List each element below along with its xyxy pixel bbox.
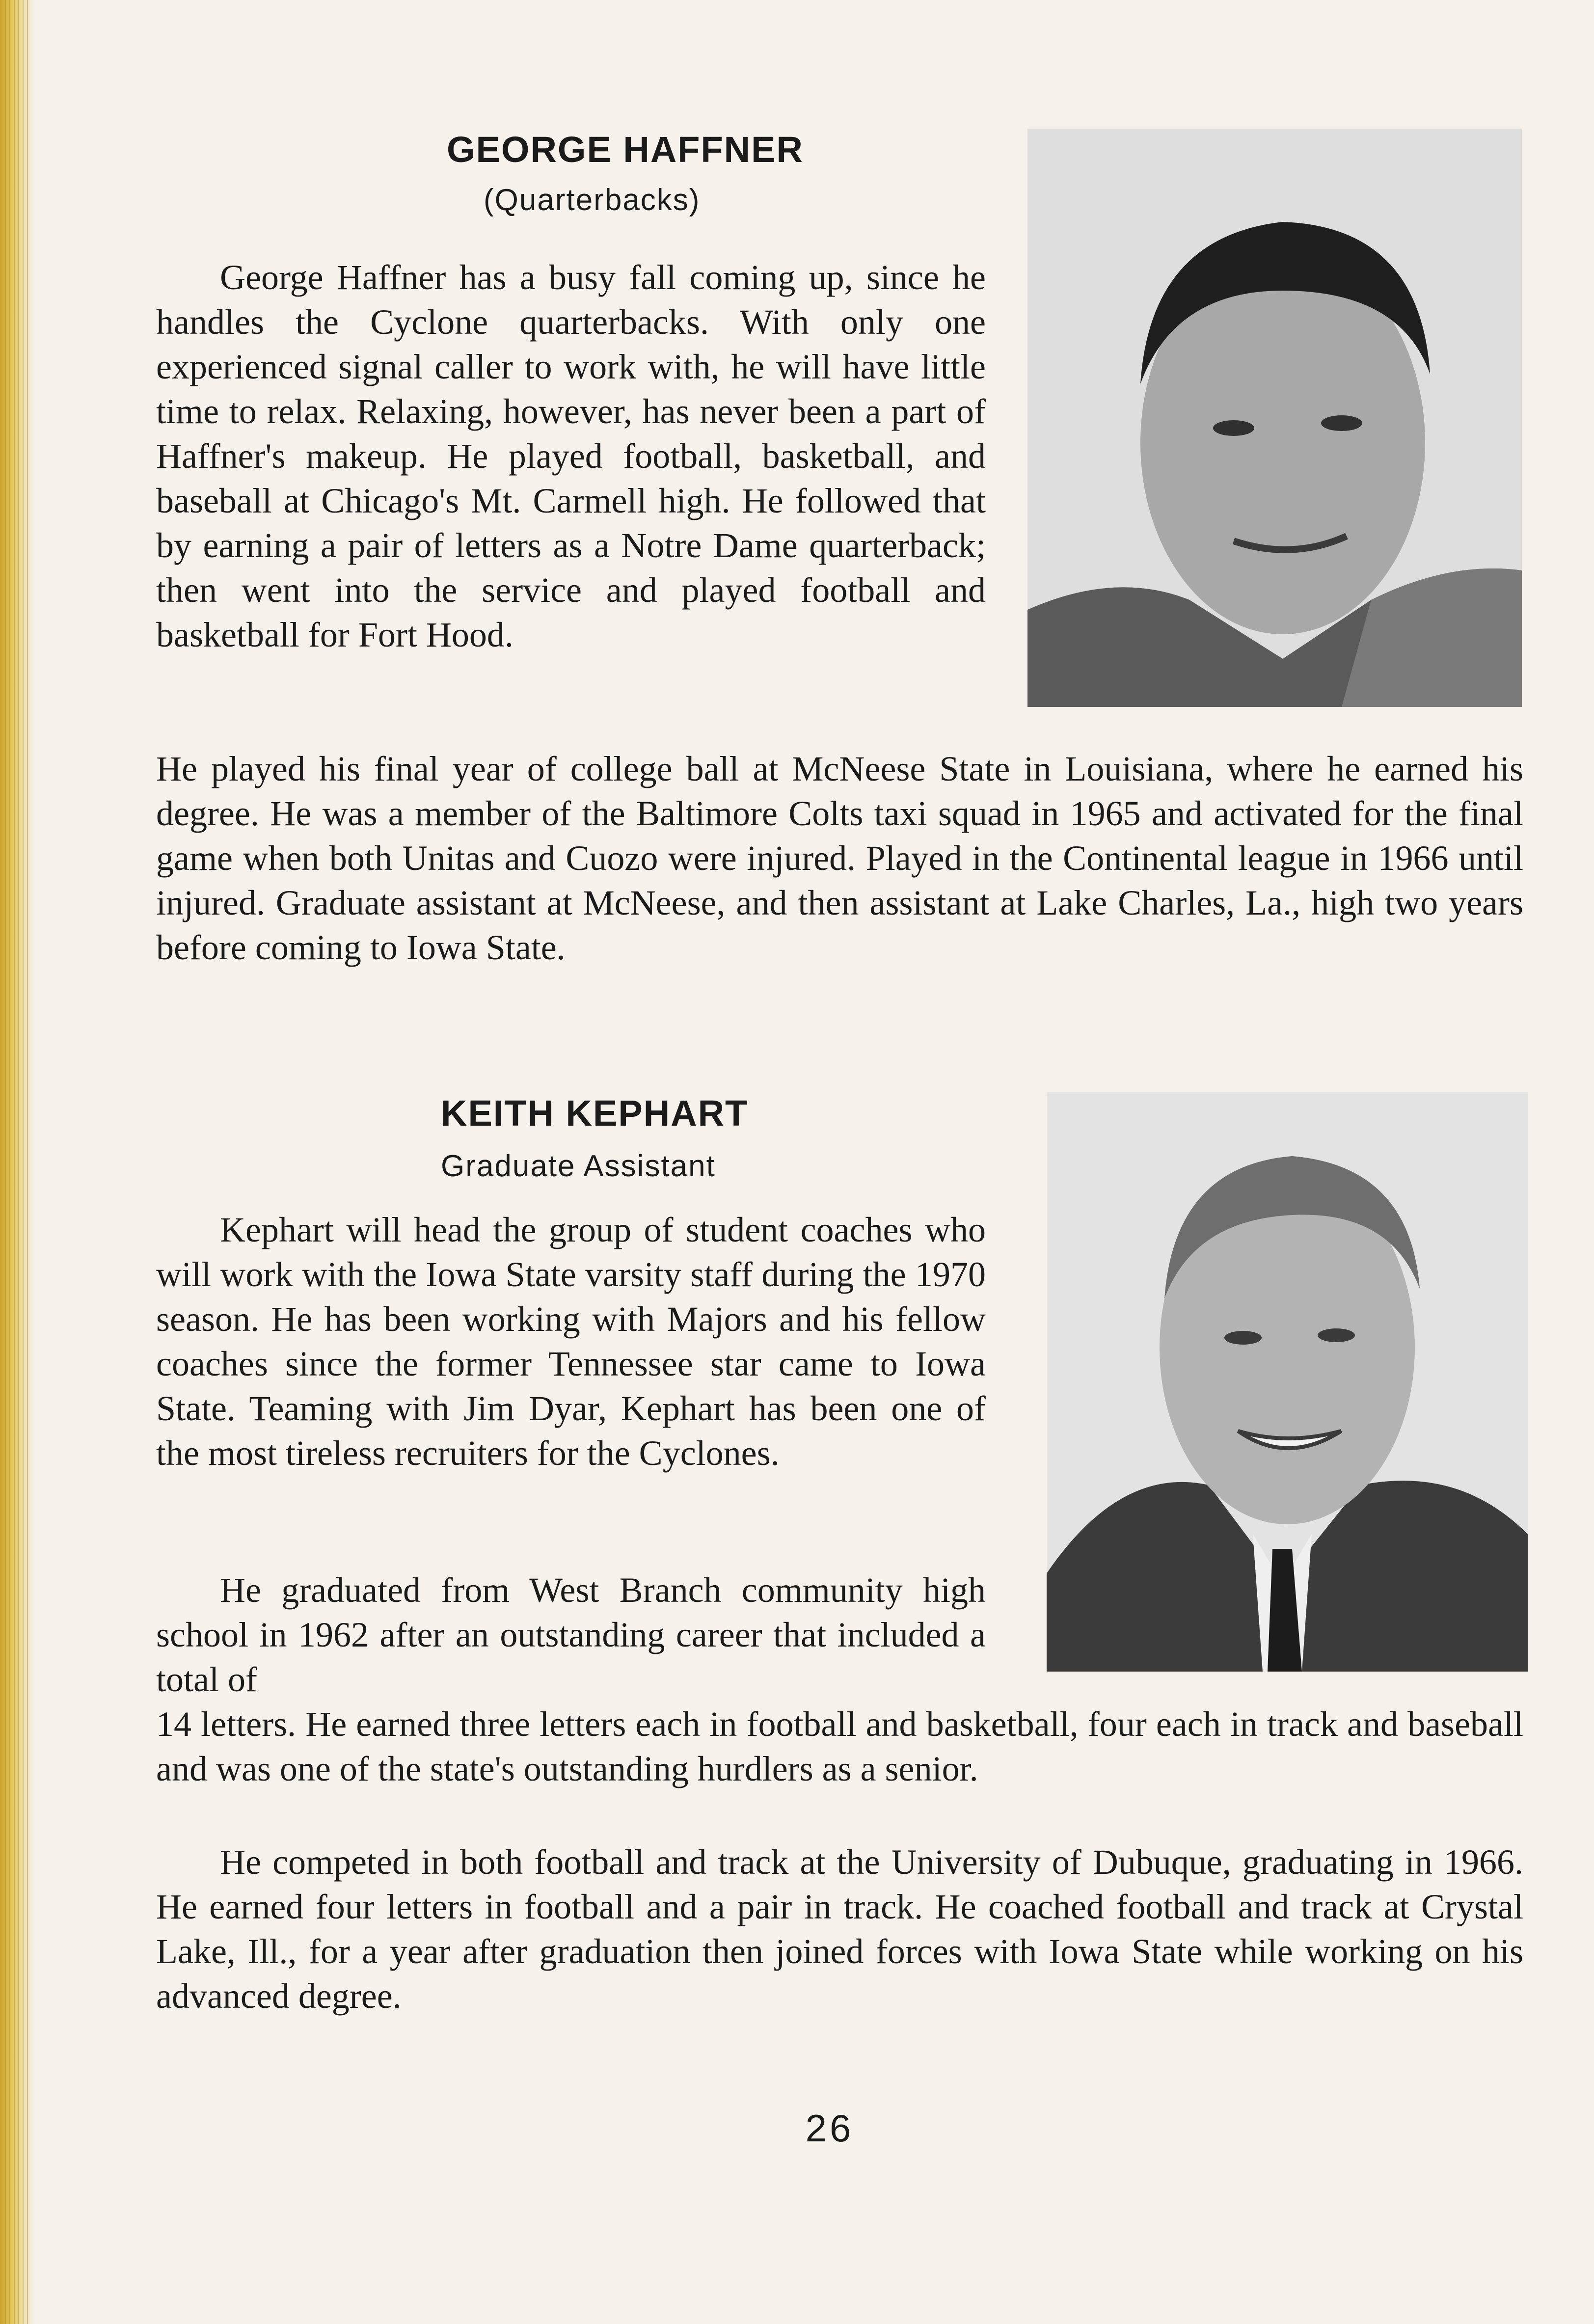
bio-name-kephart: KEITH KEPHART <box>441 1093 749 1134</box>
photo-haffner <box>1027 129 1522 707</box>
bio-role-kephart: Graduate Assistant <box>441 1149 716 1183</box>
bio-paragraph: He played his final year of college ball at McNeese State in Louisiana, where he earned his degree. He was a member of the Baltimore Colts taxi squad in 1965 and activated for the final game when both Unitas and Cuozo were injured. Played in the Continental league in 1966 until injured. Graduate assistant at McNeese, and then assistant at Lake Charles, La., high two years before coming to Iowa State. <box>156 749 1523 967</box>
photo-kephart <box>1047 1092 1528 1672</box>
bio-paragraph: Kephart will head the group of student coaches who will work with the Iowa State varsity staff during the 1970 season. He has been working with Majors and his fellow coaches since the former Tennessee star came to Iowa State. Teaming with Jim Dyar, Kephart has been one of the most tireless recruiters for the Cyclones. <box>156 1210 986 1473</box>
page-number: 26 <box>805 2107 854 2150</box>
bio-paragraph: 14 letters. He earned three letters each in football and basketball, four each in track and baseball and was one of the state's outstanding hurdlers as a senior. <box>156 1704 1523 1788</box>
bio-paragraph: George Haffner has a busy fall coming up, since he handles the Cyclone quarterbacks. With only one experienced signal caller to work with, he will have little time to relax. Relaxing, however, has never been a part of Haffner's makeup. He played football, basketball, and baseball at Chicago's Mt. Carmell high. He followed that by earning a pair of letters as a Notre Dame quarterback; then went into the service and played football and basketball for Fort Hood. <box>156 258 986 654</box>
page-edge-lines <box>5 0 29 2324</box>
bio-paragraph: He competed in both football and track at the University of Dubuque, graduating in 1966. He earned four letters in football and a pair in track. He coached football and track at Crystal Lake, Ill., for a year after graduation then joined forces with Iowa State while working on his advanced degree. <box>156 1842 1523 2016</box>
bio-role-haffner: (Quarterbacks) <box>484 183 701 217</box>
bio-name-haffner: GEORGE HAFFNER <box>447 129 804 170</box>
bio-paragraph: He graduated from West Branch community high school in 1962 after an outstanding career that included a total of <box>156 1570 986 1699</box>
